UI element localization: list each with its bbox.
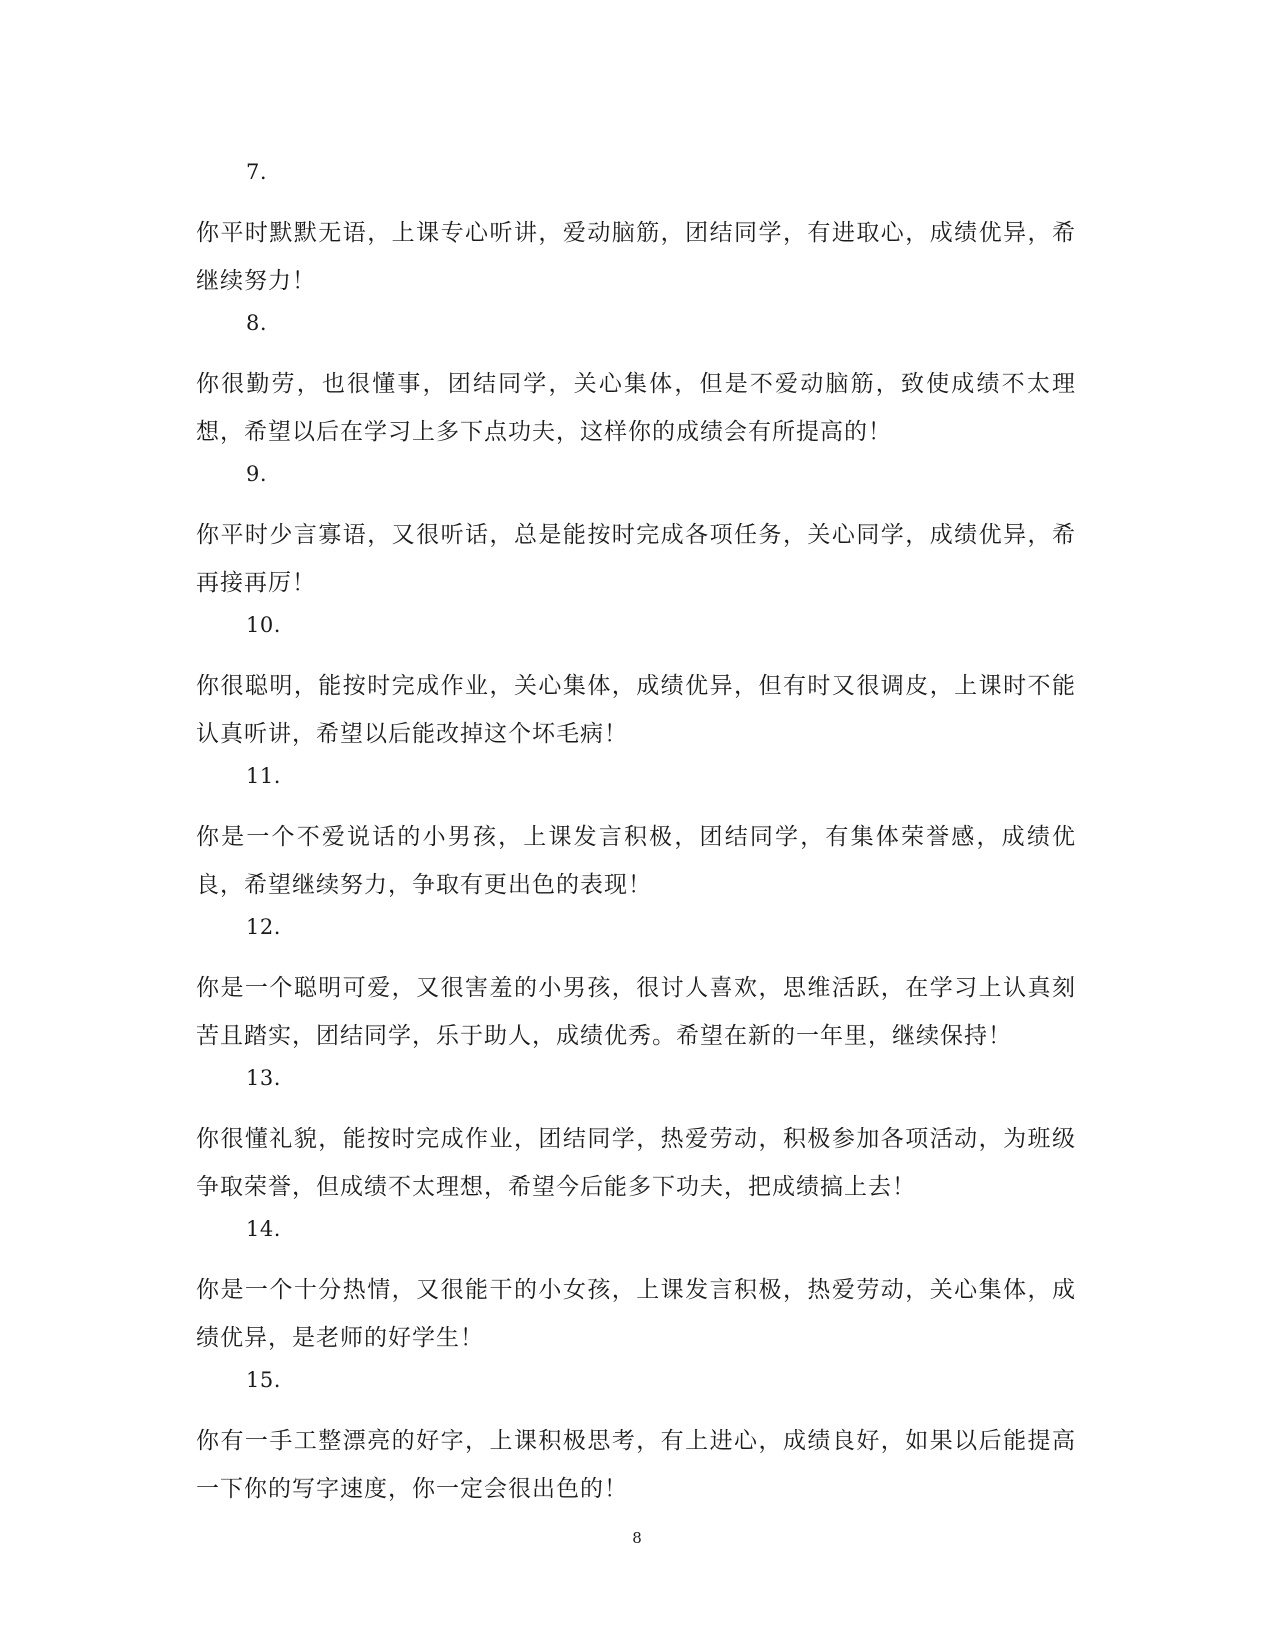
entry-number: 9. [246, 462, 268, 486]
entry-number: 10. [246, 613, 281, 637]
entry-number: 15. [246, 1368, 281, 1392]
entry-text: 你很懂礼貌，能按时完成作业，团结同学，热爱劳动，积极参加各项活动，为班级争取荣誉，但成绩不太理想，希望今后能多下功夫，把成绩搞上去！ [196, 1126, 1076, 1200]
entry-text: 你是一个聪明可爱，又很害羞的小男孩，很讨人喜欢，思维活跃，在学习上认真刻苦且踏实，团结同学，乐于助人，成绩优秀。希望在新的一年里，继续保持！ [196, 975, 1076, 1049]
entry-number: 12. [246, 915, 281, 939]
entry-text: 你是一个十分热情，又很能干的小女孩，上课发言积极，热爱劳动，关心集体，成绩优异，是老师的好学生！ [196, 1277, 1076, 1351]
entry-text: 你平时少言寡语，又很听话，总是能按时完成各项任务，关心同学，成绩优异，希再接再厉！ [196, 522, 1076, 596]
entry-number: 13. [246, 1066, 281, 1090]
entry-text: 你平时默默无语，上课专心听讲，爱动脑筋，团结同学，有进取心，成绩优异，希继续努力！ [196, 220, 1076, 294]
entry-text: 你是一个不爱说话的小男孩，上课发言积极，团结同学，有集体荣誉感，成绩优良，希望继续努力，争取有更出色的表现！ [196, 824, 1076, 898]
entry-number: 14. [246, 1217, 281, 1241]
entry-number: 11. [246, 764, 281, 788]
entry-text: 你很聪明，能按时完成作业，关心集体，成绩优异，但有时又很调皮，上课时不能认真听讲，希望以后能改掉这个坏毛病！ [196, 673, 1076, 747]
document-body [196, 156, 1076, 1515]
entry-text: 你有一手工整漂亮的好字，上课积极思考，有上进心，成绩良好，如果以后能提高一下你的写字速度，你一定会很出色的！ [196, 1428, 1076, 1502]
page-number: 8 [632, 1529, 642, 1547]
entry-number: 7. [246, 160, 268, 184]
entry-text: 你很勤劳，也很懂事，团结同学，关心集体，但是不爱动脑筋，致使成绩不太理想，希望以后在学习上多下点功夫，这样你的成绩会有所提高的！ [196, 371, 1076, 445]
entry-number: 8. [246, 311, 268, 335]
